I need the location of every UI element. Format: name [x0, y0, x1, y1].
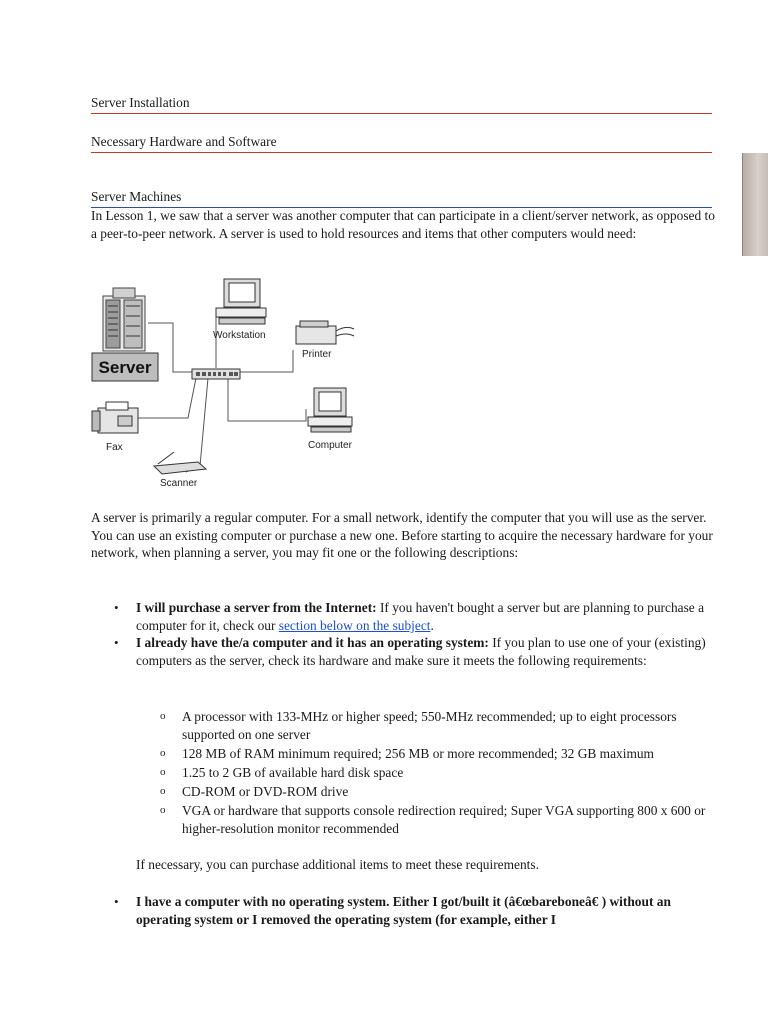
list-item: [160, 764, 730, 782]
purchase-options-list: [114, 599, 724, 669]
bullet-text: If you haven't bought a server but are planning to purchase a computer for it, check our: [136, 600, 705, 633]
sub-bullet-glyph: o: [160, 710, 166, 722]
list-item: [160, 783, 730, 801]
server-description-paragraph: A server is primarily a regular computer. For a small network, identify the computer that you will use as the server. You can use an existing computer or purchase a new one. Before starting to acquire the necessary hardware for your network, when planning a server, you may fit one or the following descriptions:: [91, 510, 713, 561]
bullet-bold: I already have the/a computer and it has an operating system:: [136, 635, 489, 651]
list-item: [114, 599, 724, 634]
network-hub-icon: [192, 369, 240, 379]
sub-bullet-glyph: o: [160, 784, 166, 797]
heading-hardware-software: [91, 133, 712, 153]
heading-server-installation: [91, 94, 712, 114]
workstation-label: Workstation: [213, 330, 266, 341]
network-diagram: [88, 276, 368, 491]
heading-text: Server Machines: [91, 189, 182, 204]
server-label: Server: [98, 358, 152, 377]
section-below-link[interactable]: section below on the subject: [278, 617, 431, 633]
bullet-text-end: .: [430, 617, 434, 633]
list-item: [160, 708, 730, 743]
list-item: [160, 745, 730, 763]
computer-label: Computer: [308, 440, 352, 451]
printer-icon: [296, 321, 354, 344]
list-item: [160, 802, 730, 837]
heading-text: Necessary Hardware and Software: [91, 134, 277, 149]
bullet-glyph: •: [114, 894, 119, 909]
sub-bullet-glyph: o: [160, 746, 166, 759]
workstation-icon: [216, 279, 266, 324]
heading-text: Server Installation: [91, 95, 190, 110]
bullet-text: If you plan to use one of your (existing) computers as the server, check its hardware and make sure it meets the following requirements:: [136, 635, 706, 668]
no-os-list: [114, 893, 724, 928]
computer-icon: [308, 388, 352, 432]
server-photo-edge: [742, 153, 768, 256]
requirement-text: 1.25 to 2 GB of available hard disk space: [182, 764, 404, 780]
printer-label: Printer: [302, 349, 332, 360]
requirement-text: 128 MB of RAM minimum required; 256 MB or more recommended; 32 GB maximum: [182, 745, 654, 761]
scanner-icon: [154, 452, 206, 474]
fax-icon: [92, 402, 138, 433]
bullet-bold: I will purchase a server from the Internet:: [136, 600, 377, 615]
list-item: [114, 634, 724, 669]
bullet-glyph: •: [114, 600, 119, 615]
heading-server-machines: [91, 188, 712, 208]
requirement-text: VGA or hardware that supports console redirection required; Super VGA supporting 800 x 600 or higher-resolution monitor recommended: [182, 802, 706, 836]
requirements-note: If necessary, you can purchase additional items to meet these requirements.: [136, 857, 539, 872]
bullet-glyph: •: [114, 635, 119, 651]
fax-label: Fax: [106, 442, 123, 453]
requirement-text: CD-ROM or DVD-ROM drive: [182, 783, 349, 799]
requirement-text: A processor with 133-MHz or higher speed; 550-MHz recommended; up to eight processors supported on one server: [182, 709, 677, 742]
sub-bullet-glyph: o: [160, 765, 166, 778]
intro-paragraph: In Lesson 1, we saw that a server was another computer that can participate in a client/server network, as opposed to a peer-to-peer network. A server is used to hold resources and items that other computers would need:: [91, 208, 715, 241]
server-tower-icon: [103, 288, 145, 351]
requirements-list: [160, 708, 730, 839]
scanner-label: Scanner: [160, 478, 198, 489]
bullet-bold: I have a computer with no operating system. Either I got/built it (â€œbareboneâ€ ) without an operating system or I removed the operating system (for example, either I: [136, 894, 671, 927]
list-item: [114, 893, 724, 928]
sub-bullet-glyph: o: [160, 803, 166, 816]
